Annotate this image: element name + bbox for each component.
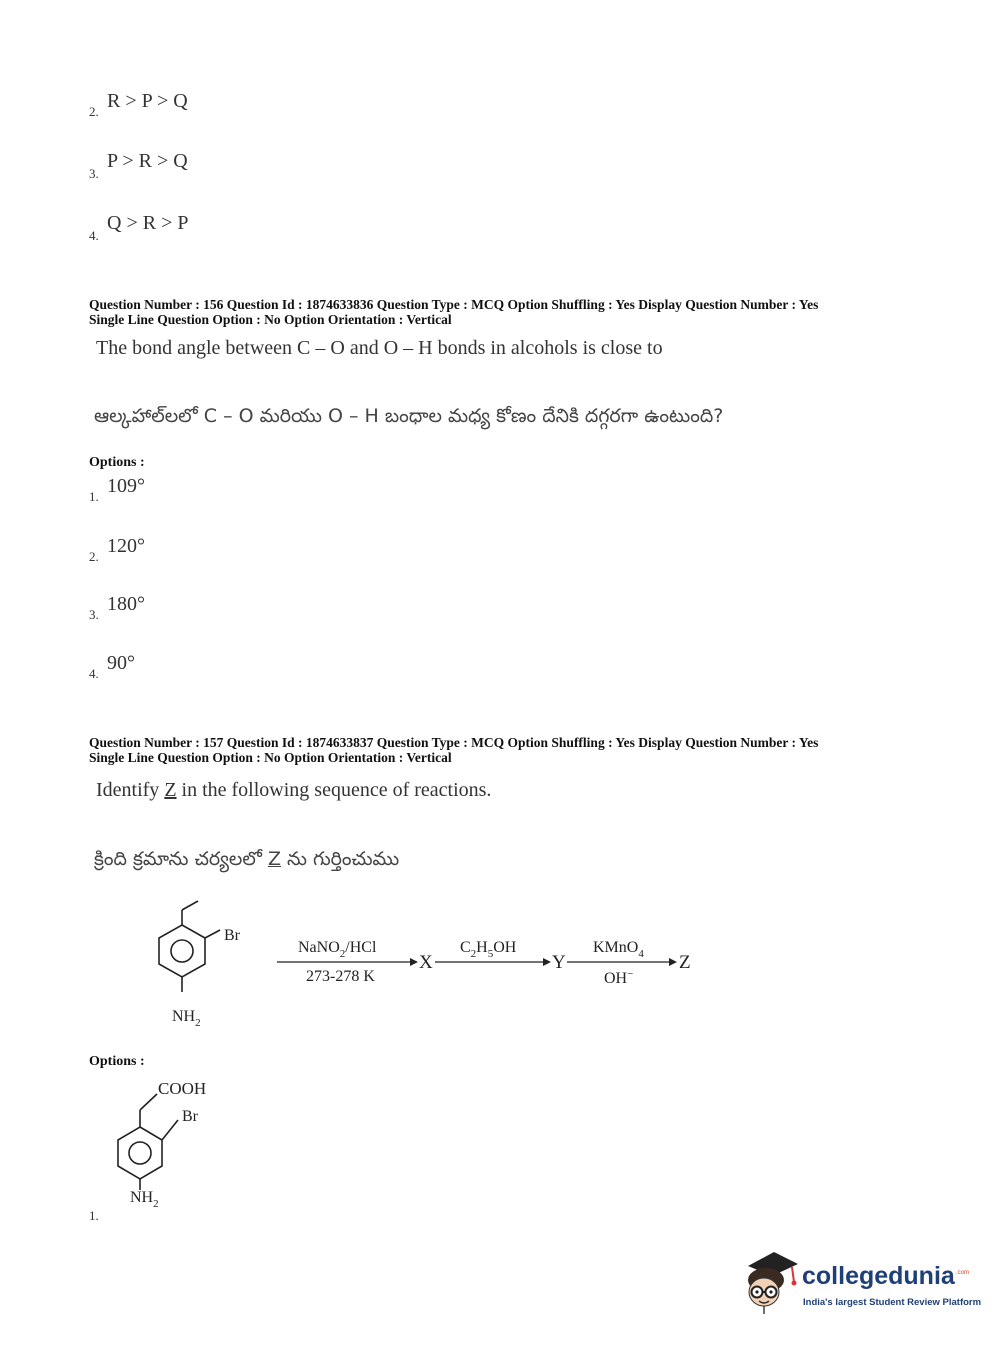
option-number: 2.	[89, 104, 99, 119]
question-text-part: Identify	[96, 779, 165, 801]
question-text-telugu	[94, 848, 399, 875]
option-text: 109°	[107, 475, 145, 497]
brand-tagline: India's largest Student Review Platform	[803, 1297, 982, 1308]
option-number: 1.	[89, 489, 99, 504]
option-number: 3.	[89, 607, 99, 622]
option1-nh2-label: $NH_2$	[130, 1189, 159, 1210]
option-text: 120°	[107, 535, 145, 557]
reaction-scheme	[140, 895, 720, 1040]
intermediate-y: Y	[552, 952, 566, 973]
option-number: 4.	[89, 666, 99, 681]
option-text: 90°	[107, 652, 135, 674]
brand-com: .com	[956, 1270, 970, 1276]
mascot-icon	[740, 1248, 800, 1314]
question-text-z: Z	[164, 779, 177, 801]
option-number: 2.	[89, 549, 99, 564]
reactant-nh2-label: $NH_2$	[172, 1008, 201, 1029]
intermediate-x: X	[419, 952, 433, 973]
option-number: 1.	[89, 1208, 99, 1223]
question-meta	[89, 735, 818, 765]
question-meta-line1: Question Number : 156 Question Id : 1874633836 Question Type : MCQ Option Shuffling : Yes Display Question Number : Yes	[89, 297, 819, 312]
options-label: Options :	[89, 455, 145, 470]
question-text-part: క్రింది క్రమాను చర్యలలో	[94, 848, 268, 870]
option-text: P > R > Q	[107, 150, 188, 172]
question-meta-line1: Question Number : 157 Question Id : 1874633837 Question Type : MCQ Option Shuffling : Yes Display Question Number : Yes	[89, 735, 819, 750]
step3-arrowhead	[669, 958, 677, 966]
question-text-part: in the following sequence of reactions.	[176, 779, 492, 801]
reactant-br-label: Br	[224, 927, 240, 944]
option1-structure	[100, 1072, 240, 1217]
product-z: Z	[679, 952, 691, 973]
step1-condition: 273-278 K	[306, 968, 375, 985]
step3-reagent: KMnO$_4$	[593, 939, 644, 960]
question-text-english: The bond angle between C – O and O – H bonds in alcohols is close to	[96, 337, 663, 359]
option1-br-label: Br	[182, 1108, 198, 1125]
option1-ring	[118, 1094, 178, 1190]
option-text: Q > R > P	[107, 212, 189, 234]
question-text-telugu: ఆల్కహాల్‌లలో C – O మరియు O – H బంధాల మధ్య కోణం దేనికి దగ్గరగా ఉంటుంది?	[94, 405, 724, 427]
question-text-english	[96, 779, 491, 802]
question-text-part: ను గుర్తించుము	[281, 848, 400, 870]
brand-name: collegedunia	[802, 1262, 955, 1290]
step2-reagent: $C_2H_5OH$	[460, 939, 517, 960]
step3-condition: OH−	[604, 968, 634, 987]
question-text-z: Z	[267, 848, 281, 870]
option1-cooh-label: COOH	[158, 1079, 207, 1098]
option-number: 4.	[89, 228, 99, 243]
option-text: 180°	[107, 593, 145, 615]
question-meta-line2: Single Line Question Option : No Option Orientation : Vertical	[89, 750, 452, 765]
step2-arrowhead	[543, 958, 551, 966]
option-number: 3.	[89, 166, 99, 181]
option-text: R > P > Q	[107, 90, 188, 112]
reactant-structure	[159, 901, 220, 992]
question-meta-line2: Single Line Question Option : No Option Orientation : Vertical	[89, 312, 452, 327]
step1-reagent: NaNO$_2$/HCl	[298, 939, 377, 960]
question-meta	[89, 297, 818, 327]
step1-arrowhead	[410, 958, 418, 966]
options-label: Options :	[89, 1054, 145, 1069]
collegedunia-watermark	[740, 1248, 982, 1318]
